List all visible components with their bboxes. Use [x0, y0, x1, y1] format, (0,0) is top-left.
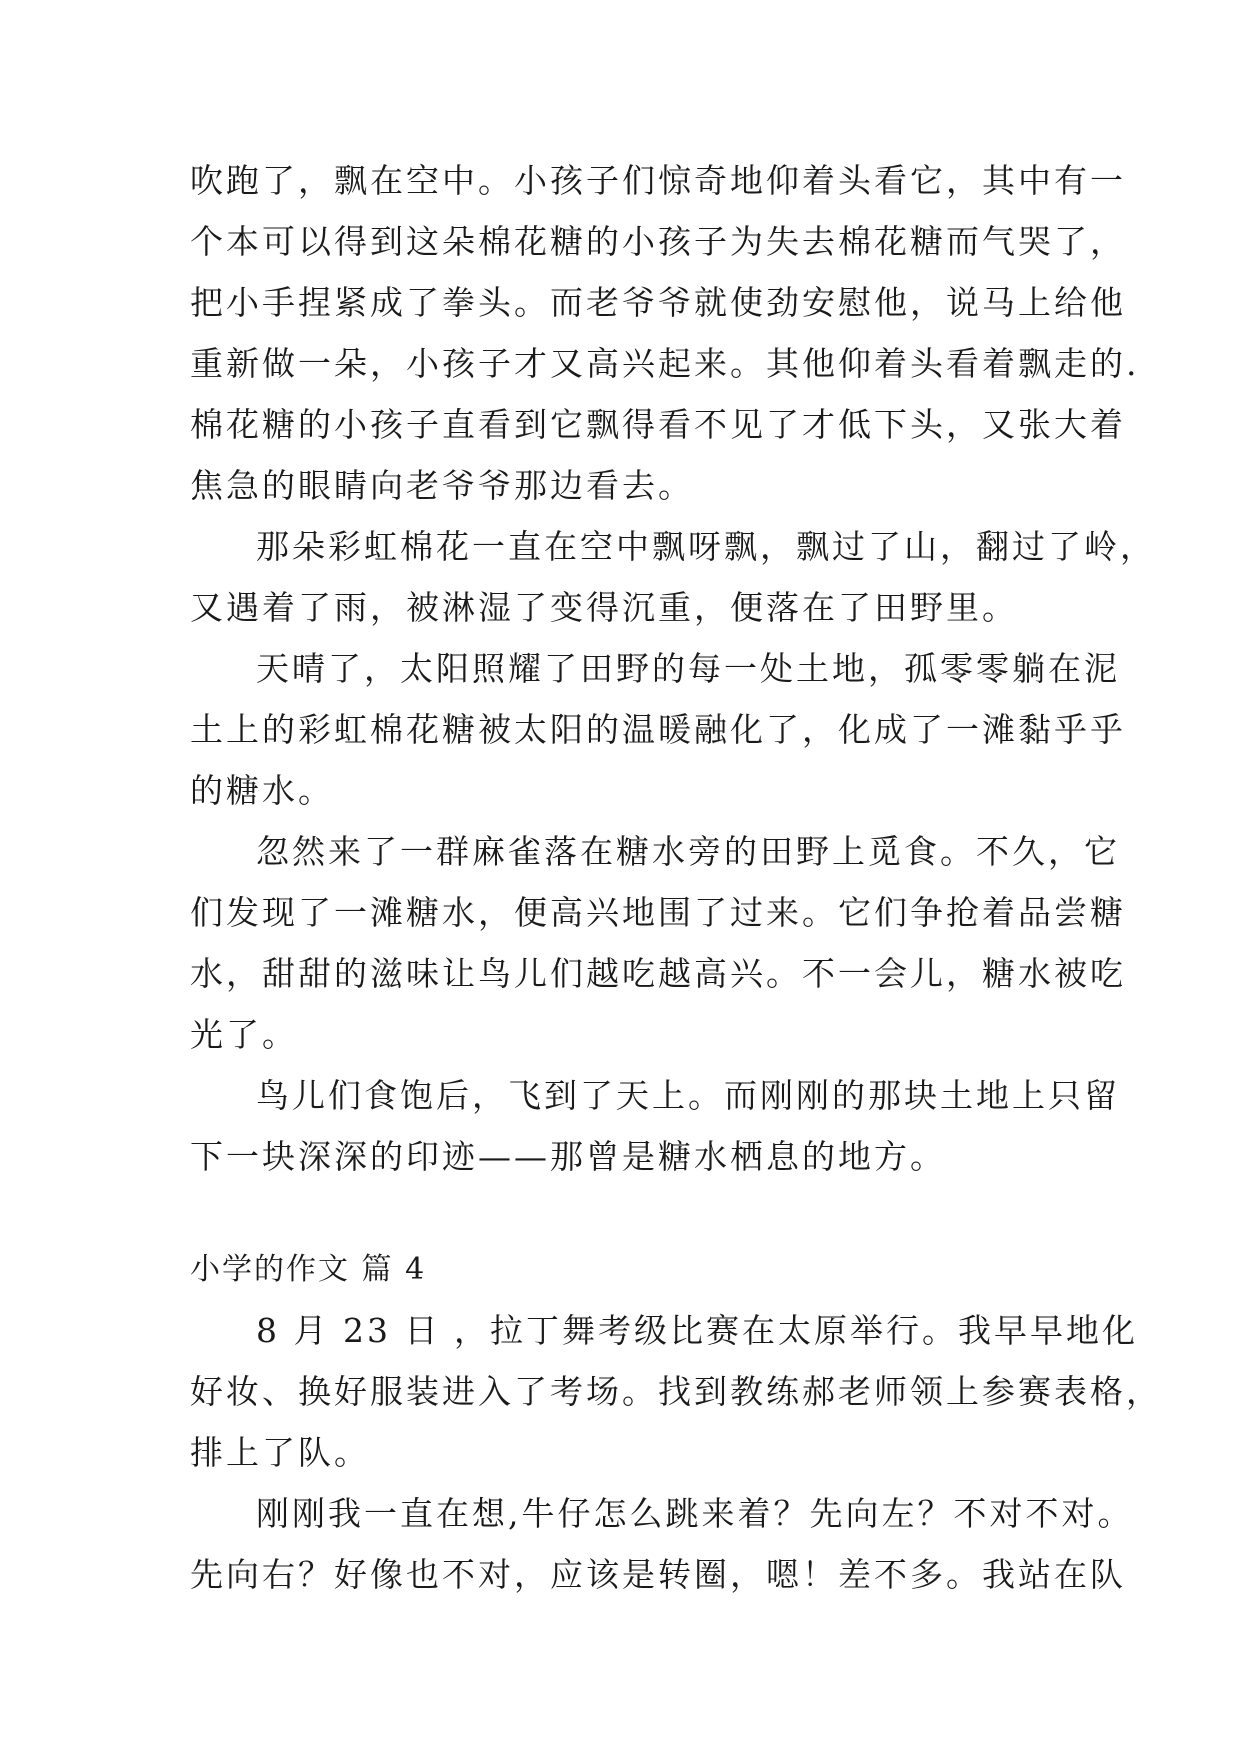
text-line: 下一块深深的印迹——那曾是糖水栖息的地方。	[190, 1137, 946, 1176]
text-line: 焦急的眼睛向老爷爷那边看去。	[190, 466, 694, 505]
paragraph-thinking	[190, 1483, 1134, 1605]
text-line: 棉花糖的小孩子直看到它飘得看不见了才低下头，又张大着	[190, 405, 1126, 444]
text-line: 把小手捏紧成了拳头。而老爷爷就使劲安慰他，说马上给他	[190, 283, 1126, 322]
text-line: 好妆、换好服装进入了考场。找到教练郝老师领上参赛表格，	[190, 1372, 1162, 1411]
text-line: 8 月 23 日 ，拉丁舞考级比赛在太原举行。我早早地化	[256, 1311, 1138, 1350]
text-line: 重新做一朵，小孩子才又高兴起来。其他仰着头看着飘走的.	[190, 344, 1140, 383]
paragraph-sunny-day	[190, 638, 1126, 821]
text-line: 鸟儿们食饱后，飞到了天上。而刚刚的那块土地上只留	[256, 1076, 1120, 1115]
text-line: 天晴了，太阳照耀了田野的每一处土地，孤零零躺在泥	[256, 649, 1120, 688]
document-page	[190, 150, 1162, 1605]
text-line: 吹跑了，飘在空中。小孩子们惊奇地仰着头看它，其中有一	[190, 161, 1126, 200]
text-line: 们发现了一滩糖水，便高兴地围了过来。它们争抢着品尝糖	[190, 893, 1126, 932]
text-line: 光了。	[190, 1015, 298, 1054]
text-line: 排上了队。	[190, 1433, 370, 1472]
section-heading: 小学的作文 篇 4	[190, 1252, 427, 1287]
text-line: 又遇着了雨，被淋湿了变得沉重，便落在了田野里。	[190, 588, 1018, 627]
text-line: 先向右？好像也不对，应该是转圈，嗯！差不多。我站在队	[190, 1555, 1126, 1594]
text-line: 刚刚我一直在想,牛仔怎么跳来着？先向左？不对不对。	[256, 1494, 1134, 1533]
paragraph-rainbow-cotton	[190, 516, 1156, 638]
text-line: 土上的彩虹棉花糖被太阳的温暖融化了，化成了一滩黏乎乎	[190, 710, 1126, 749]
text-line: 水，甜甜的滋味让鸟儿们越吃越高兴。不一会儿，糖水被吃	[190, 954, 1126, 993]
paragraph-birds-fly	[190, 1065, 1120, 1187]
text-line: 那朵彩虹棉花一直在空中飘呀飘，飘过了山，翻过了岭，	[256, 527, 1156, 566]
section-gap	[190, 1187, 1070, 1239]
text-line: 的糖水。	[190, 771, 334, 810]
text-line: 忽然来了一群麻雀落在糖水旁的田野上觅食。不久，它	[256, 832, 1120, 871]
continued-paragraph	[190, 150, 1140, 516]
text-line: 个本可以得到这朵棉花糖的小孩子为失去棉花糖而气哭了，	[190, 222, 1126, 261]
paragraph-latin-dance	[190, 1300, 1162, 1483]
paragraph-sparrows	[190, 821, 1126, 1065]
